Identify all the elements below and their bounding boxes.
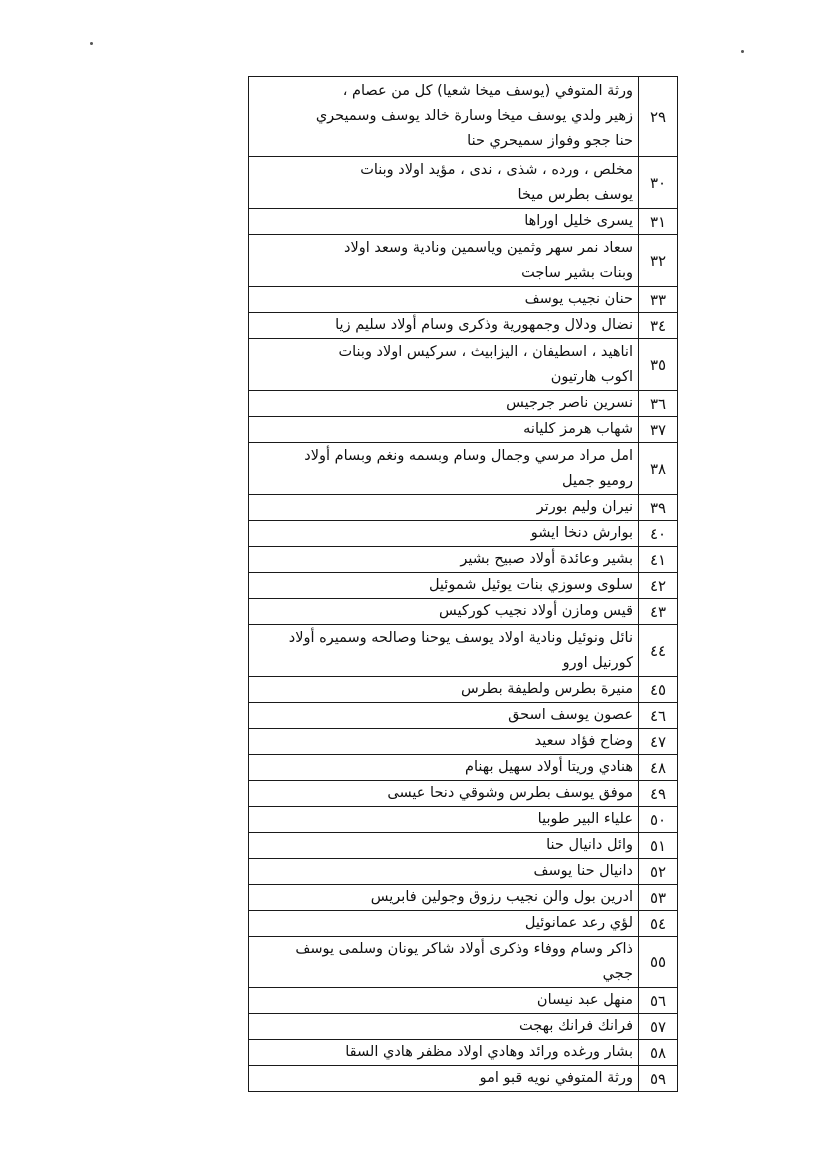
table-row — [249, 77, 678, 157]
row-names-line: نسرين ناصر جرجيس — [506, 395, 633, 411]
row-names — [249, 443, 639, 495]
row-number: ٢٩ — [639, 77, 678, 157]
table-row — [249, 495, 678, 521]
row-names — [249, 417, 639, 443]
row-names — [249, 599, 639, 625]
row-names — [249, 1066, 639, 1092]
row-names-line: دانيال حنا يوسف — [533, 863, 633, 879]
table-row — [249, 988, 678, 1014]
table-row — [249, 313, 678, 339]
names-table-body — [249, 77, 678, 1092]
row-names-line: لؤي رعد عمانوئيل — [524, 915, 633, 931]
row-names-line: نضال ودلال وجمهورية وذكرى وسام أولاد سليم زيا — [335, 317, 633, 333]
row-names — [249, 77, 639, 157]
table-row — [249, 807, 678, 833]
row-number: ٥٢ — [639, 859, 678, 885]
table-row — [249, 599, 678, 625]
row-names — [249, 391, 639, 417]
row-names-line: عصون يوسف اسحق — [508, 707, 633, 723]
row-names-line: ورثة المتوفي (يوسف ميخا شعيا) كل من عصام ، — [342, 83, 633, 99]
table-row — [249, 677, 678, 703]
row-names — [249, 235, 639, 287]
row-number: ٥٠ — [639, 807, 678, 833]
row-number: ٥٦ — [639, 988, 678, 1014]
row-names-line: نيران وليم بورتر — [536, 499, 633, 515]
table-row — [249, 937, 678, 988]
row-number: ٣٣ — [639, 287, 678, 313]
row-names — [249, 1040, 639, 1066]
row-names — [249, 988, 639, 1014]
row-names-line: يوسف بطرس ميخا — [517, 186, 633, 203]
row-names-line: بوارش دنخا ايشو — [530, 525, 633, 541]
table-row — [249, 287, 678, 313]
row-names-line: ورثة المتوفي نويه قبو امو — [479, 1070, 633, 1086]
table-row — [249, 703, 678, 729]
row-number: ٤٩ — [639, 781, 678, 807]
row-number: ٥٧ — [639, 1014, 678, 1040]
table-row — [249, 781, 678, 807]
table-row — [249, 885, 678, 911]
row-number: ٣٤ — [639, 313, 678, 339]
row-names-line: منيرة بطرس ولطيفة بطرس — [460, 681, 633, 697]
row-names-line: حنا ججو وفواز سميحري حنا — [467, 133, 633, 149]
row-names-line: حنان نجيب يوسف — [524, 291, 633, 307]
row-names-line: روميو جميل — [562, 472, 633, 489]
row-number: ٣٥ — [639, 339, 678, 391]
row-names-line: نائل ونوئيل ونادية اولاد يوسف يوحنا وصالحه وسميره أولاد — [288, 629, 633, 646]
row-names-line: زهير ولدي يوسف ميخا وسارة خالد يوسف وسميحري — [315, 108, 633, 124]
row-number: ٤٤ — [639, 625, 678, 677]
row-names-line: ذاكر وسام ووفاء وذكرى أولاد شاكر يونان وسلمى يوسف — [295, 941, 633, 957]
row-number: ٥٥ — [639, 937, 678, 988]
table-row — [249, 729, 678, 755]
table-row — [249, 521, 678, 547]
row-names — [249, 495, 639, 521]
row-number: ٣٢ — [639, 235, 678, 287]
row-names — [249, 703, 639, 729]
table-row — [249, 339, 678, 391]
row-names-line: بشير وعائدة أولاد صبيح بشير — [460, 551, 633, 567]
row-names-line: وبنات بشير ساجت — [521, 264, 633, 281]
table-row — [249, 443, 678, 495]
row-names-line: موفق يوسف بطرس وشوقي دنحا عيسى — [387, 785, 633, 801]
row-names-line: وضاح فؤاد سعيد — [534, 733, 633, 749]
table-row — [249, 1066, 678, 1092]
row-names — [249, 911, 639, 937]
row-names — [249, 573, 639, 599]
row-names-line: بشار ورغده ورائد وهادي اولاد مظفر هادي السقا — [345, 1044, 633, 1060]
row-names — [249, 677, 639, 703]
row-names-line: اناهيد ، اسطيفان ، اليزابيث ، سركيس اولاد وبنات — [338, 343, 633, 360]
row-names-line: اكوب هارتيون — [550, 368, 633, 385]
table-row — [249, 833, 678, 859]
row-number: ٣٨ — [639, 443, 678, 495]
row-names-line: سعاد نمر سهر وثمين وياسمين ونادية وسعد اولاد — [343, 239, 633, 256]
table-row — [249, 209, 678, 235]
table-row — [249, 1040, 678, 1066]
row-names-line: منهل عبد نيسان — [536, 992, 633, 1008]
row-number: ٤٢ — [639, 573, 678, 599]
row-number: ٥٨ — [639, 1040, 678, 1066]
row-names — [249, 833, 639, 859]
table-row — [249, 911, 678, 937]
row-number: ٤٣ — [639, 599, 678, 625]
names-table — [248, 76, 678, 1092]
row-number: ٥٤ — [639, 911, 678, 937]
row-names — [249, 729, 639, 755]
row-names — [249, 625, 639, 677]
scan-speck — [741, 50, 744, 53]
table-row — [249, 391, 678, 417]
table-row — [249, 235, 678, 287]
row-names-line: مخلص ، ورده ، شذى ، ندى ، مؤيد اولاد وبنات — [360, 161, 633, 178]
row-names — [249, 157, 639, 209]
table-row — [249, 859, 678, 885]
table-row — [249, 1014, 678, 1040]
row-names — [249, 937, 639, 988]
row-number: ٥٣ — [639, 885, 678, 911]
row-names — [249, 547, 639, 573]
row-names-line: يسرى خليل اوراها — [524, 213, 633, 229]
row-names — [249, 209, 639, 235]
row-names — [249, 755, 639, 781]
row-number: ٤٧ — [639, 729, 678, 755]
row-names-line: ادرين بول والن نجيب رزوق وجولين فابريس — [370, 889, 633, 905]
row-names — [249, 885, 639, 911]
row-names-line: هنادي وريتا أولاد سهيل بهنام — [465, 759, 633, 775]
row-number: ٤٠ — [639, 521, 678, 547]
row-names — [249, 807, 639, 833]
row-number: ٣٦ — [639, 391, 678, 417]
row-names-line: وائل دانيال حنا — [546, 837, 633, 853]
row-number: ٣٠ — [639, 157, 678, 209]
row-names — [249, 339, 639, 391]
row-names — [249, 287, 639, 313]
row-number: ٣٩ — [639, 495, 678, 521]
row-names — [249, 781, 639, 807]
row-number: ٤٦ — [639, 703, 678, 729]
row-number: ٤١ — [639, 547, 678, 573]
row-names-line: فرانك فرانك بهجت — [519, 1018, 633, 1034]
row-number: ٤٨ — [639, 755, 678, 781]
row-number: ٤٥ — [639, 677, 678, 703]
table-row — [249, 755, 678, 781]
row-number: ٥٩ — [639, 1066, 678, 1092]
row-number: ٣٧ — [639, 417, 678, 443]
row-names-line: امل مراد مرسي وجمال وسام وبسمه ونغم وبسام أولاد — [304, 447, 633, 464]
table-row — [249, 417, 678, 443]
row-number: ٣١ — [639, 209, 678, 235]
row-names — [249, 859, 639, 885]
row-names-line: شهاب هرمز كليانه — [523, 421, 633, 437]
row-names — [249, 521, 639, 547]
table-row — [249, 573, 678, 599]
row-names-line: كورنيل اورو — [562, 654, 633, 671]
row-names-line: قيس ومازن أولاد نجيب كوركيس — [439, 603, 633, 619]
row-names-line: علياء البير طوبيا — [537, 811, 633, 827]
row-names — [249, 1014, 639, 1040]
row-number: ٥١ — [639, 833, 678, 859]
row-names — [249, 313, 639, 339]
table-row — [249, 625, 678, 677]
table-row — [249, 157, 678, 209]
row-names-line: ججي — [602, 966, 633, 982]
table-row — [249, 547, 678, 573]
scan-speck — [90, 42, 93, 45]
row-names-line: سلوى وسوزي بنات يوئيل شموئيل — [428, 577, 633, 593]
